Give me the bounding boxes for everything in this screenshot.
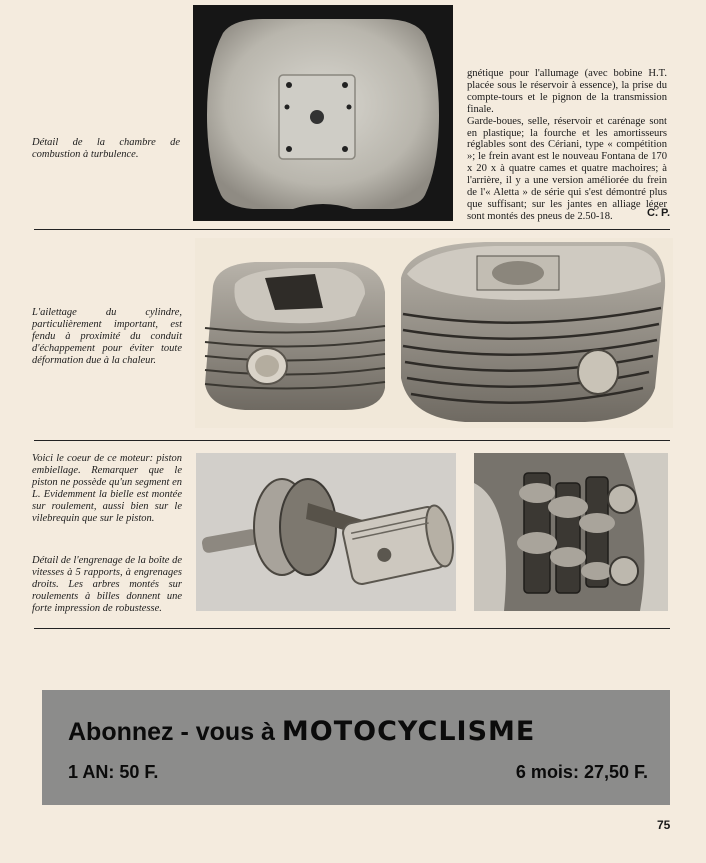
article-signature: C. P. (647, 207, 671, 219)
annual-price: 1 AN: 50 F. (68, 762, 159, 782)
combustion-chamber-photo (193, 5, 453, 221)
page-number: 75 (657, 818, 671, 832)
gearbox-photo (474, 453, 668, 611)
caption-gearbox: Détail de l'engrenage de la boîte de vitesses à 5 rapports, à engrenages droits. Les arbres montés sur roulements à billes donnent une forte impression de robustesse. (32, 555, 182, 614)
banner-title (68, 716, 535, 747)
article-text: gnétique pour l'allumage (avec bobine H.T. placée sous le réservoir à essence), la prise du compte-tours et le pignon de la transmission finale. Garde-boues, selle, réservoir et carénage sont en plastique; la fourche et les amortisseurs réglables sont des Cériani, type « compétition »; le frein avant est le nouveau Fontana de 170 x 20 x à quatre cames et quatre machoires; à l'arrière, il y a une version améliorée du frein de l'« Aletta » de série qui s'est démontré plus que suffisant; sur les jantes en alliage léger sont montés des pneus de 2.50-18. (467, 68, 667, 222)
caption-piston-crank: Voici le coeur de ce moteur: piston embiellage. Remarquer que le piston ne possède qu'un segment en L. Evidemment la bielle est montée sur roulement, aussi bien sur le vilebrequin que sur le piston. (32, 453, 182, 524)
divider-2 (34, 440, 670, 441)
divider-1 (34, 229, 670, 230)
banner-brand: MOTOCYCLISME (281, 716, 536, 747)
caption-combustion-chamber: Détail de la chambre de combustion à turbulence. (32, 137, 180, 160)
divider-3 (34, 628, 670, 629)
caption-cylinder-fins: L'ailettage du cylindre, particulièrement important, est fendu à proximité du conduit d'échappement pour éviter toute déformation due à la chaleur. (32, 307, 182, 366)
subscription-banner (42, 690, 670, 805)
crankshaft-piston-photo (196, 453, 456, 611)
six-month-price: 6 mois: 27,50 F. (515, 762, 648, 782)
banner-call-to-action: Abonnez - vous à (68, 718, 275, 746)
cylinder-fins-photo (195, 238, 673, 428)
